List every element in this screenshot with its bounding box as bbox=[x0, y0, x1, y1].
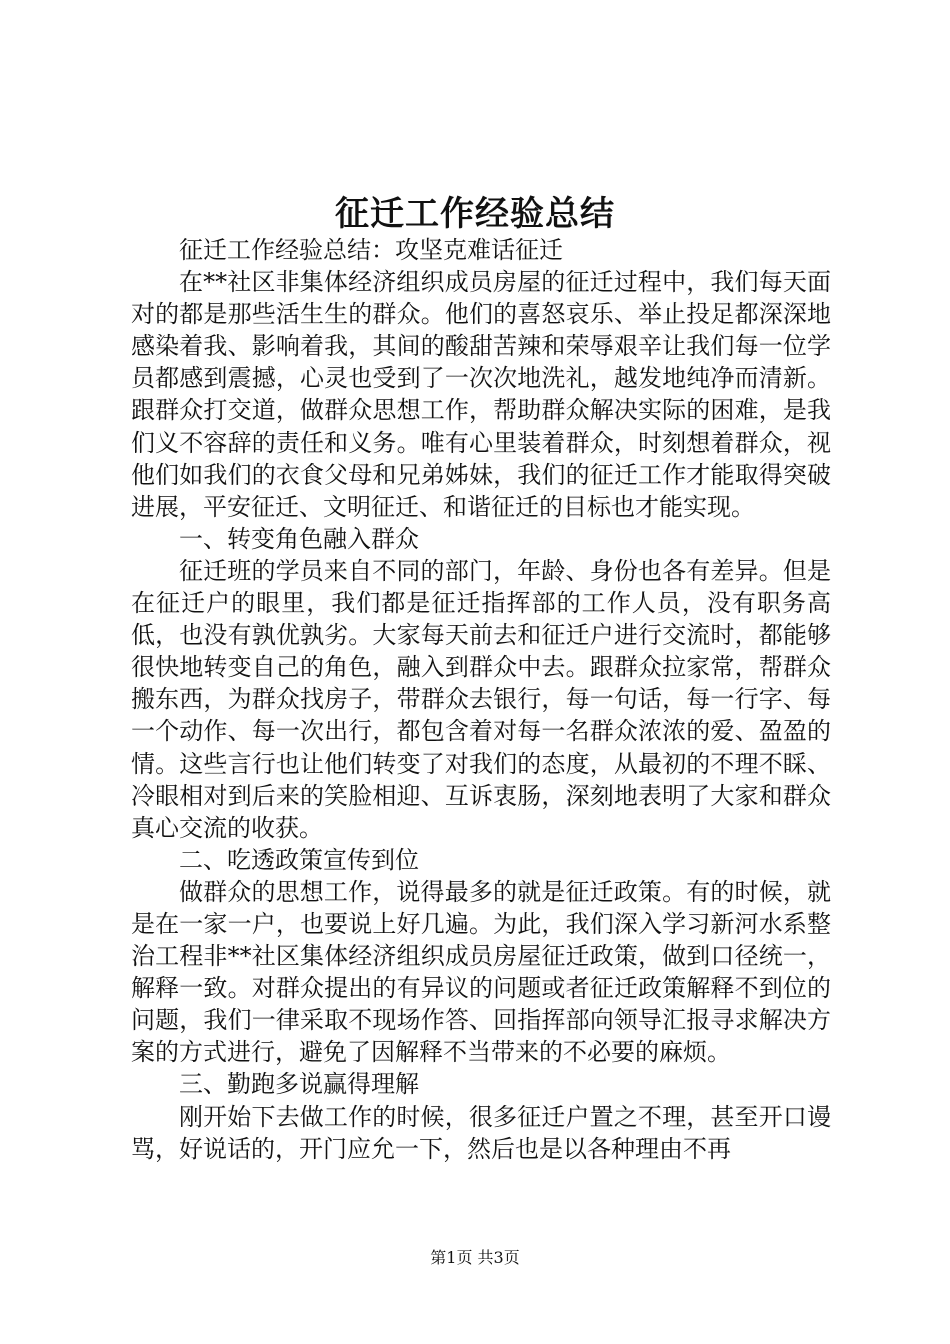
section-heading: 二、吃透政策宣传到位 bbox=[179, 845, 419, 874]
subtitle-paragraph: 征迁工作经验总结：攻坚克难话征迁 bbox=[179, 236, 563, 264]
body-paragraph: 做群众的思想工作，说得最多的就是征迁政策。有的时候，就是在一家一户，也要说上好几遍。为此，我们深入学习新河水系整治工程非**社区集体经济组织成员房屋征迁政策，做到口径统一，解释一致。对群众提出的有异议的问题或者征迁政策解释不到位的问题，我们一律采取不现场作答、回指挥部向领导汇报寻求解决方案的方式进行，避免了因解释不当带来的不必要的麻烦。 bbox=[131, 877, 831, 1067]
section-heading: 三、勤跑多说赢得理解 bbox=[179, 1070, 419, 1099]
document-body bbox=[131, 234, 831, 1165]
page-footer: 第1页 共3页 bbox=[430, 1248, 520, 1267]
document-title: 征迁工作经验总结 bbox=[335, 194, 615, 234]
body-paragraph: 在**社区非集体经济组织成员房屋的征迁过程中，我们每天面对的都是那些活生生的群众。他们的喜怒哀乐、举止投足都深深地感染着我、影响着我，其间的酸甜苦辣和荣辱艰辛让我们每一位学员都感到震撼，心灵也受到了一次次地洗礼，越发地纯净而清新。跟群众打交道，做群众思想工作，帮助群众解决实际的困难，是我们义不容辞的责任和义务。唯有心里装着群众，时刻想着群众，视他们如我们的衣食父母和兄弟姊妹，我们的征迁工作才能取得突破进展，平安征迁、文明征迁、和谐征迁的目标也才能实现。 bbox=[131, 268, 831, 521]
body-paragraph: 征迁班的学员来自不同的部门，年龄、身份也各有差异。但是在征迁户的眼里，我们都是征迁指挥部的工作人员，没有职务高低，也没有孰优孰劣。大家每天前去和征迁户进行交流时，都能够很快地转变自己的角色，融入到群众中去。跟群众拉家常，帮群众搬东西，为群众找房子，带群众去银行，每一句话，每一行字、每一个动作、每一次出行，都包含着对每一名群众浓浓的爱、盈盈的情。这些言行也让他们转变了对我们的态度，从最初的不理不睬、冷眼相对到后来的笑脸相迎、互诉衷肠，深刻地表明了大家和群众真心交流的收获。 bbox=[131, 556, 831, 842]
section-heading: 一、转变角色融入群众 bbox=[179, 524, 419, 553]
body-paragraph: 刚开始下去做工作的时候，很多征迁户置之不理，甚至开口谩骂，好说话的，开门应允一下，然后也是以各种理由不再 bbox=[131, 1102, 831, 1163]
